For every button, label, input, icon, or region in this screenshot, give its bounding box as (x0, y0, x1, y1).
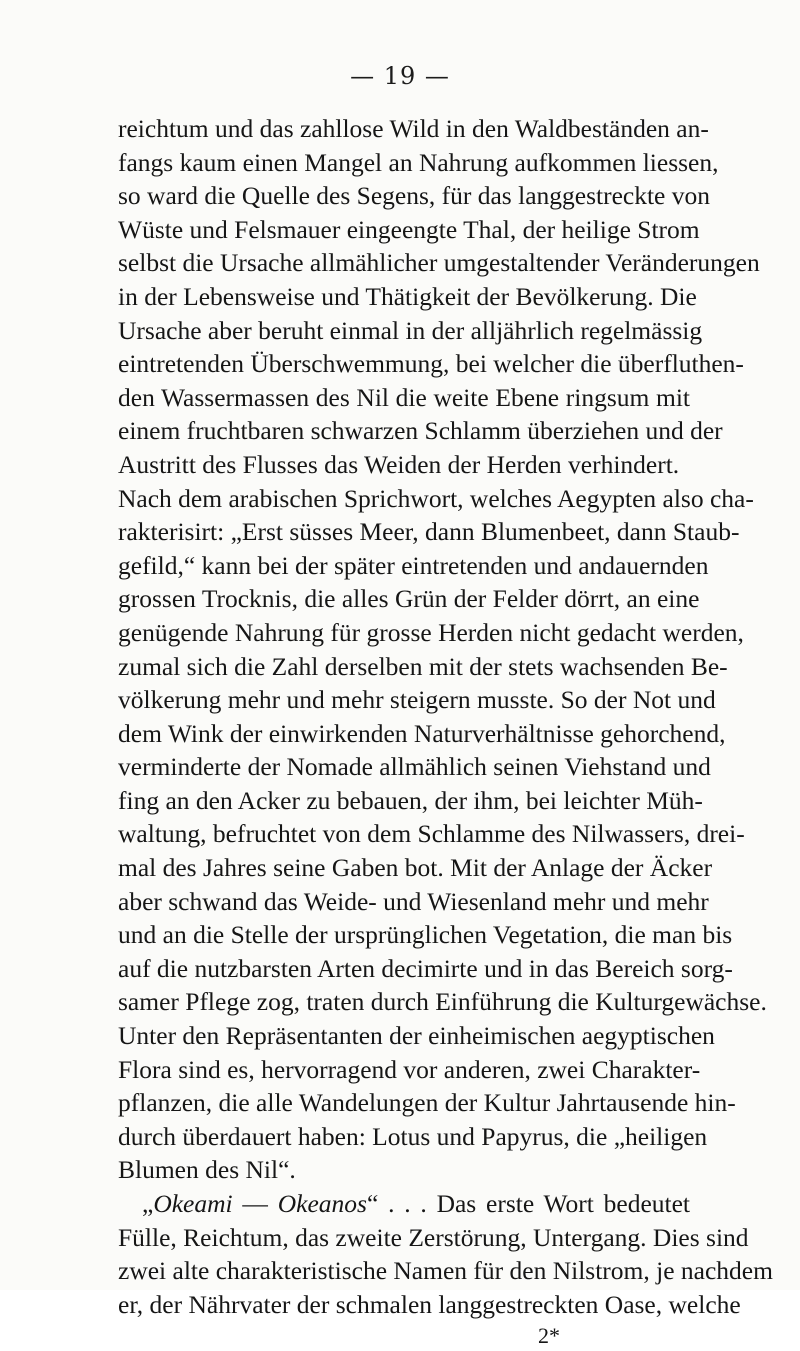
text-line: Wüste und Felsmauer eingeengte Thal, der heilige Strom (118, 214, 700, 244)
text-line: waltung, befruchtet von dem Schlamme des Nilwassers, drei- (118, 819, 745, 849)
text-line: aber schwand das Weide- und Wiesenland mehr und mehr (118, 886, 709, 916)
text-line: auf die nutzbarsten Arten decimirte und in das Bereich sorg- (118, 953, 733, 983)
text-line: fing an den Acker zu bebauen, der ihm, bei leichter Müh- (118, 785, 703, 815)
text-line: pflanzen, die alle Wandelungen der Kultur Jahrtausende hin- (118, 1088, 736, 1118)
text-line: so ward die Quelle des Segens, für das langgestreckte von (118, 181, 710, 211)
text-line: reichtum und das zahllose Wild in den Waldbeständen an- (118, 114, 709, 143)
text-line: Flora sind es, hervorragend vor anderen, zwei Charakter- (118, 1054, 701, 1084)
text-line: den Wassermassen des Nil die weite Ebene ringsum mit (118, 382, 690, 412)
text-line: zwei alte charakteristische Namen für den Nilstrom, je nachdem (118, 1256, 773, 1286)
text-line: gefild,“ kann bei der später eintretenden und andauernden (118, 550, 709, 580)
text-line: zumal sich die Zahl derselben mit der stets wachsenden Be- (118, 651, 728, 681)
text-line: grossen Trocknis, die alles Grün der Felder dörrt, an eine (118, 584, 700, 614)
text-line: Ursache aber beruht einmal in der alljährlich regelmässig (118, 315, 703, 345)
text-line: einem fruchtbaren schwarzen Schlamm überziehen und der (118, 416, 723, 446)
signature-mark: 2* (538, 1323, 560, 1349)
text-line: fangs kaum einen Mangel an Nahrung aufkommen liessen, (118, 147, 719, 177)
text-line: völkerung mehr und mehr steigern musste. So der Not und (118, 685, 716, 715)
text-line: dem Wink der einwirkenden Naturverhältnisse gehorchend, (118, 718, 726, 748)
text-line: Nach dem arabischen Sprichwort, welches Aegypten also cha- (118, 483, 754, 513)
text-line: Fülle, Reichtum, das zweite Zerstörung, Untergang. Dies sind (118, 1222, 749, 1252)
page-header: — 19 — (350, 62, 450, 90)
text-line: rakterisirt: „Erst süsses Meer, dann Blumenbeet, dann Staub- (118, 517, 740, 547)
text-line: in der Lebensweise und Thätigkeit der Bevölkerung. Die (118, 281, 697, 311)
text-line: mal des Jahres seine Gaben bot. Mit der Anlage der Äcker (118, 853, 713, 883)
text-line: „Okeami — Okeanos“ . . . Das erste Wort bedeutet (142, 1189, 691, 1218)
text-line: selbst die Ursache allmählicher umgestaltender Veränderungen (118, 248, 760, 278)
text-line: Blumen des Nil“. (118, 1155, 296, 1185)
text-line: und an die Stelle der ursprünglichen Vegetation, die man bis (118, 920, 733, 950)
text-line: durch überdauert haben: Lotus und Papyrus, die „heiligen (118, 1121, 708, 1151)
text-line: Unter den Repräsentanten der einheimischen aegyptischen (118, 1021, 715, 1051)
text-line: er, der Nährvater der schmalen langgestreckten Oase, welche (118, 1289, 741, 1319)
body-text (118, 112, 773, 1351)
text-line: samer Pflege zog, traten durch Einführung die Kulturgewächse. (118, 987, 767, 1017)
text-line: verminderte der Nomade allmählich seinen Viehstand und (118, 752, 711, 782)
text-line: genügende Nahrung für grosse Herden nicht gedacht werden, (118, 617, 744, 647)
text-line: eintretenden Überschwemmung, bei welcher die überfluthen- (118, 349, 744, 379)
text-line: Austritt des Flusses das Weiden der Herden verhindert. (118, 449, 680, 479)
